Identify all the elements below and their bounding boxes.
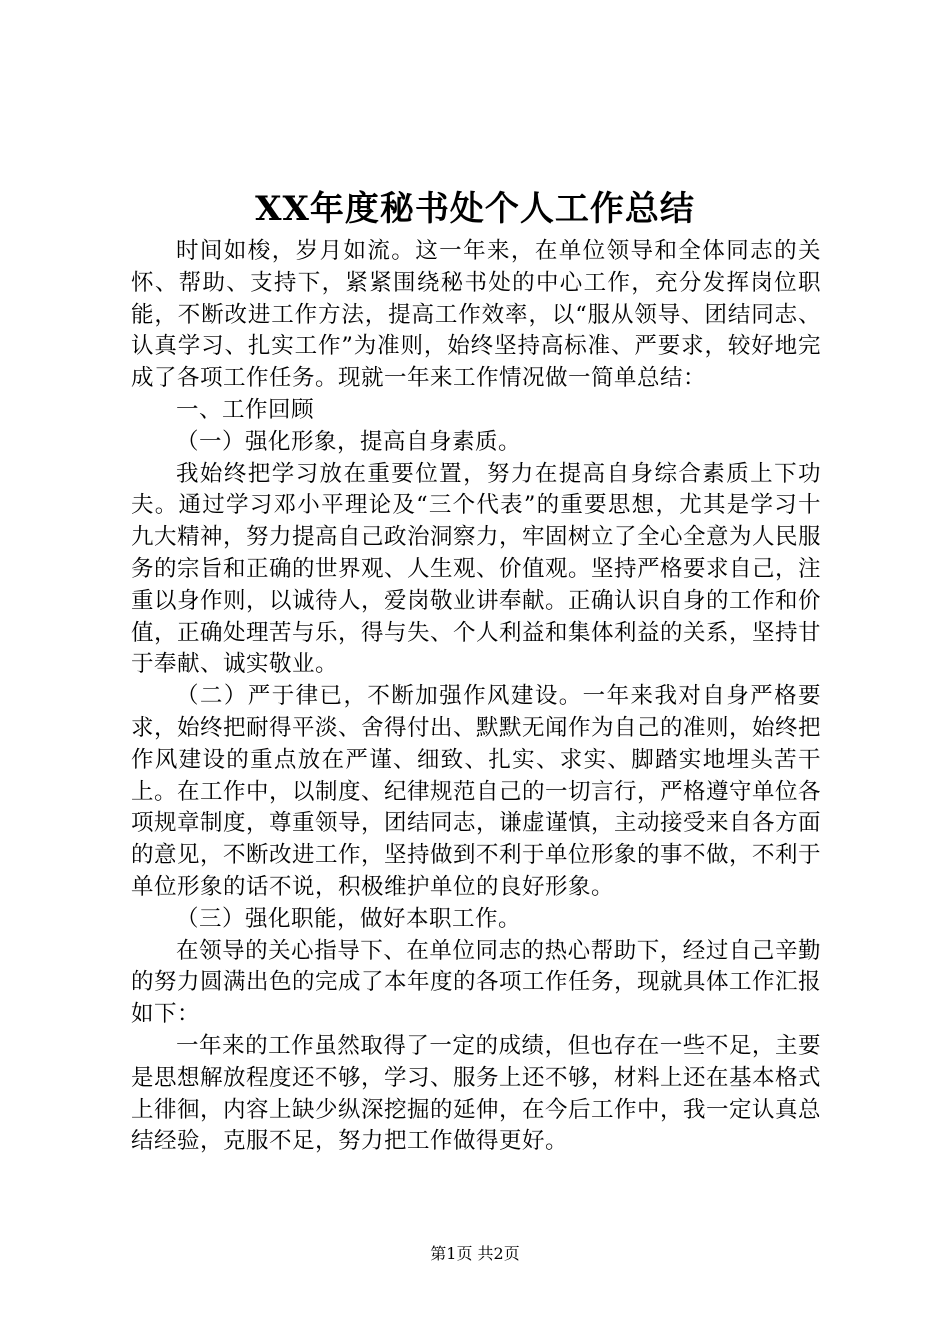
subheading-duties: （三）强化职能，做好本职工作。 [176,905,522,932]
document-title: XX年度秘书处个人工作总结 [255,189,695,229]
document-body [131,236,821,1158]
section-heading-review: 一、工作回顾 [176,396,315,423]
paragraph-intro: 时间如梭，岁月如流。这一年来，在单位领导和全体同志的关怀、帮助、支持下，紧紧围绕秘书处的中心工作，充分发挥岗位职能，不断改进工作方法，提高工作效率，以“服从领导、团结同志、认真学习、扎实工作”为准则，始终坚持高标准、严要求，较好地完成了各项工作任务。现就一年来工作情况做一简单总结： [131,238,821,392]
subheading-image: （一）强化形象，提高自身素质。 [176,428,522,455]
paragraph-study: 我始终把学习放在重要位置，努力在提高自身综合素质上下功夫。通过学习邓小平理论及“三个代表”的重要思想，尤其是学习十九大精神，努力提高自己政治洞察力，牢固树立了全心全意为人民服务的宗旨和正确的世界观、人生观、价值观。坚持严格要求自己，注重以身作则，以诚待人，爱岗敬业讲奉献。正确认识自身的工作和价值，正确处理苦与乐，得与失、个人利益和集体利益的关系，坚持甘于奉献、诚实敬业。 [131,460,822,678]
paragraph-discipline: （二）严于律已，不断加强作风建设。一年来我对自身严格要求，始终把耐得平淡、舍得付出、默默无闻作为自己的准则，始终把作风建设的重点放在严谨、细致、扎实、求实、脚踏实地埋头苦干上。在工作中，以制度、纪律规范自己的一切言行，严格遵守单位各项规章制度，尊重领导，团结同志，谦虚谨慎，主动接受来自各方面的意见，不断改进工作，坚持做到不利于单位形象的事不做，不利于单位形象的话不说，积极维护单位的良好形象。 [131,683,822,900]
paragraph-shortcomings: 一年来的工作虽然取得了一定的成绩，但也存在一些不足，主要是思想解放程度还不够，学习、服务上还不够，材料上还在基本格式上徘徊，内容上缺少纵深挖掘的延伸，在今后工作中，我一定认真总结经验，克服不足，努力把工作做得更好。 [131,1032,822,1155]
paragraph-work-report: 在领导的关心指导下、在单位同志的热心帮助下，经过自己辛勤的努力圆满出色的完成了本年度的各项工作任务，现就具体工作汇报如下： [131,937,822,1028]
page-indicator: 第1页 共2页 [430,1244,520,1263]
